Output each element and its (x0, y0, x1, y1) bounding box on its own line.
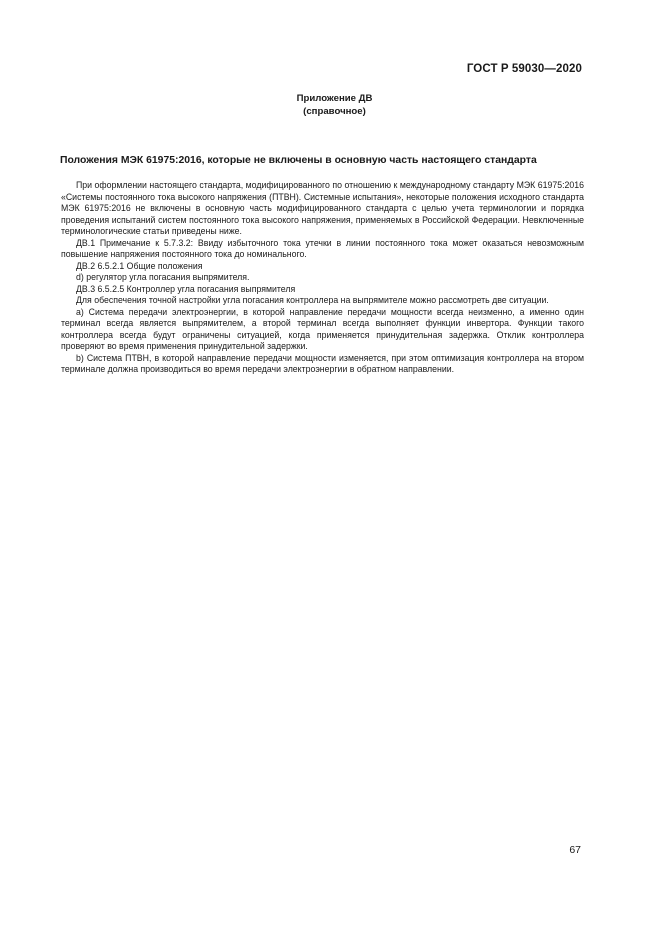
annex-heading (0, 92, 661, 118)
body-text (61, 180, 584, 376)
paragraph: a) Система передачи электроэнергии, в которой направление передачи мощности всегда неизменно, а именно один терминал всегда является выпрямителем, а второй терминал всегда выполняет функции инвертора. Функции такого контроллера всегда будут ограничены ситуацией, когда применяется принудительная задержка. Отклик контроллера проверяют во время применения принудительной задержки. (61, 306, 584, 351)
paragraph: ДВ.3 6.5.2.5 Контроллер угла погасания выпрямителя (76, 283, 296, 294)
paragraph: ДВ.1 Примечание к 5.7.3.2: Ввиду избыточного тока утечки в линии постоянного тока может оказаться невозможным повышение напряжения постоянного тока до номинального. (61, 237, 584, 259)
paragraph: При оформлении настоящего стандарта, модифицированного по отношению к международному стандарту МЭК 61975:2016 «Системы постоянного тока высокого напряжения (ПТВН). Системные испытания», некоторые положения исходного стандарта МЭК 61975:2016 не включены в основную часть модифицированного стандарта с целью учета терминологии и порядка проведения испытаний систем постоянного тока высокого напряжения, применяемых в Российской Федерации. Невключенные терминологические статьи приведены ниже. (61, 180, 584, 236)
paragraph: Для обеспечения точной настройки угла погасания контроллера на выпрямителе можно рассмотреть две ситуации. (76, 295, 549, 305)
page-number: 67 (569, 844, 581, 856)
paragraph: b) Система ПТВН, в которой направление передачи мощности изменяется, при этом оптимизация контроллера на втором терминале должна производиться во время передачи электроэнергии в обратном направлении. (61, 352, 584, 374)
annex-subtitle: (справочное) (303, 106, 366, 117)
paragraph: ДВ.2 6.5.2.1 Общие положения (76, 260, 203, 271)
section-title: Положения МЭК 61975:2016, которые не включены в основную часть настоящего стандарта (60, 155, 537, 166)
annex-title: Приложение ДВ (296, 93, 373, 104)
paragraph: d) регулятор угла погасания выпрямителя. (76, 272, 250, 282)
document-code: ГОСТ Р 59030—2020 (466, 63, 582, 75)
